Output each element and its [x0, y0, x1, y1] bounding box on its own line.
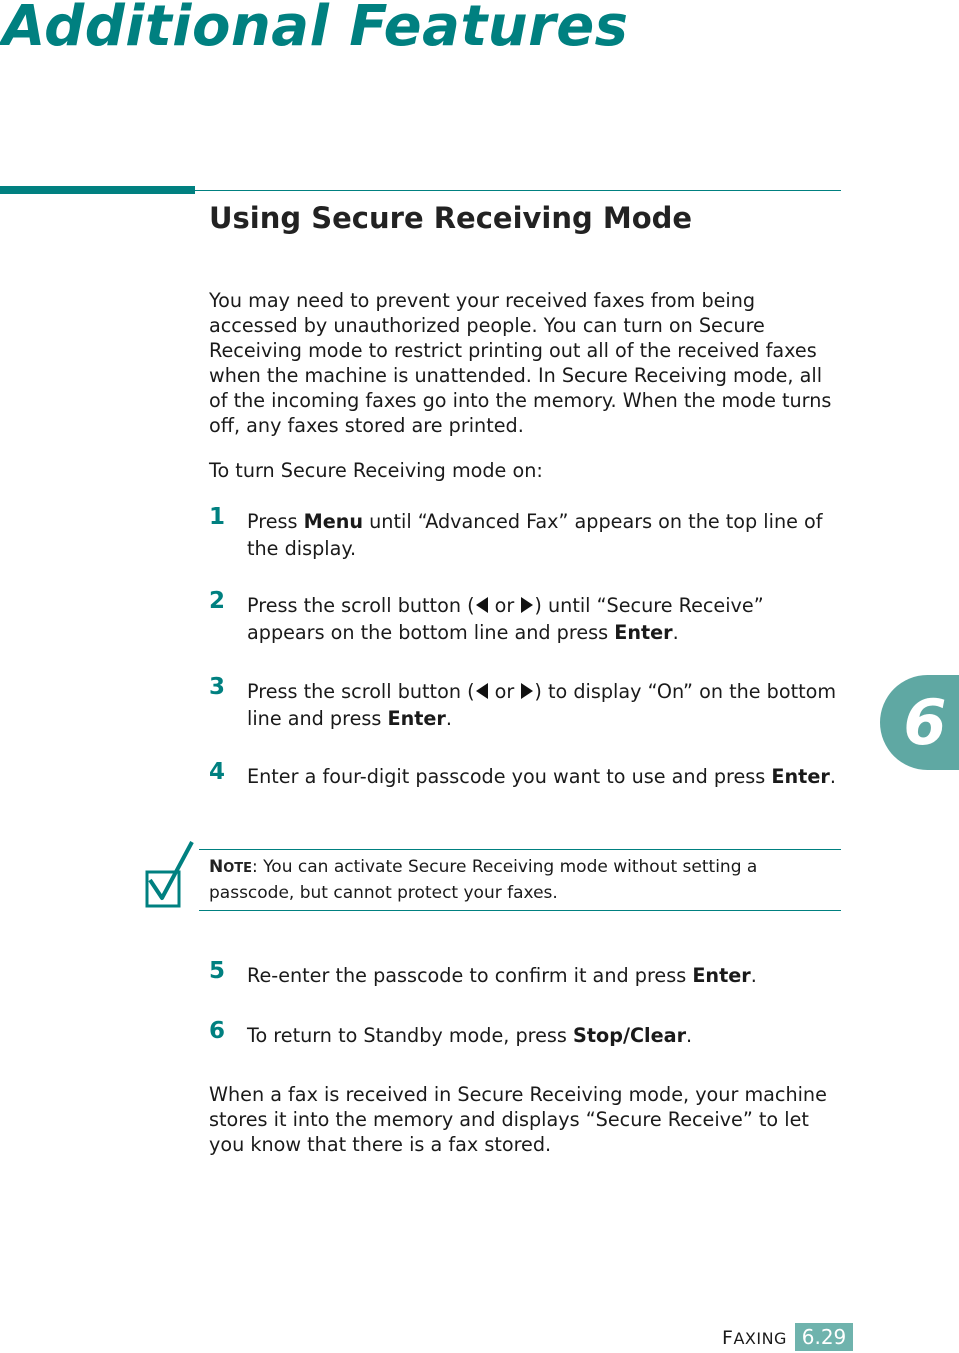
- note-label: NOTE: [209, 857, 253, 877]
- footer-section-label: FAXING: [722, 1327, 787, 1349]
- enter-key-label: Enter: [614, 621, 673, 644]
- note-checkmark-icon: [140, 840, 196, 912]
- step-number: 1: [209, 504, 226, 530]
- scroll-left-arrow-icon: [476, 597, 488, 613]
- heading-rule-thin: [195, 190, 841, 191]
- step-text: Press the scroll button ( or ) until “Secure Receive” appears on the bottom line and press Enter.: [247, 594, 764, 644]
- note-rule-top: [199, 849, 841, 850]
- step-text: Press Menu until “Advanced Fax” appears on the top line of the display.: [247, 510, 823, 560]
- page-number-badge: 6.29: [795, 1323, 853, 1351]
- step-text: To return to Standby mode, press Stop/Clear.: [247, 1024, 693, 1047]
- step-number: 3: [209, 674, 226, 700]
- stop-clear-key-label: Stop/Clear: [573, 1024, 687, 1047]
- intro-paragraph: You may need to prevent your received faxes from being accessed by unauthorized people. You can turn on Secure Receiving mode to restrict printing out all of the received faxes when the machine is unattended. In Secure Receiving mode, all of the incoming faxes go into the memory. When the mode turns off, any faxes stored are printed.: [209, 289, 832, 437]
- step-number: 6: [209, 1018, 226, 1044]
- step-text: Enter a four-digit passcode you want to use and press Enter.: [247, 765, 836, 788]
- closing-paragraph: When a fax is received in Secure Receiving mode, your machine stores it into the memory and displays “Secure Receive” to let you know that there is a fax stored.: [209, 1083, 827, 1156]
- enter-key-label: Enter: [771, 765, 830, 788]
- step-text: Re-enter the passcode to confirm it and press Enter.: [247, 964, 757, 987]
- section-heading: Using Secure Receiving Mode: [209, 201, 693, 235]
- enter-key-label: Enter: [387, 707, 446, 730]
- step-number: 2: [209, 588, 226, 614]
- chapter-number: 6: [903, 686, 947, 759]
- scroll-left-arrow-icon: [476, 683, 488, 699]
- scroll-right-arrow-icon: [521, 597, 533, 613]
- note-rule-bottom: [199, 910, 841, 911]
- scroll-right-arrow-icon: [521, 683, 533, 699]
- enter-key-label: Enter: [692, 964, 751, 987]
- note-text: NOTE: You can activate Secure Receiving mode without setting a passcode, but cannot protect your faxes.: [209, 857, 758, 903]
- lead-in-text: To turn Secure Receiving mode on:: [209, 459, 543, 482]
- step-text: Press the scroll button ( or ) to display “On” on the bottom line and press Enter.: [247, 680, 837, 730]
- menu-key-label: Menu: [303, 510, 364, 533]
- heading-rule-thick: [0, 186, 195, 194]
- step-number: 5: [209, 958, 226, 984]
- page-title: Additional Features: [2, 0, 629, 59]
- step-number: 4: [209, 759, 226, 785]
